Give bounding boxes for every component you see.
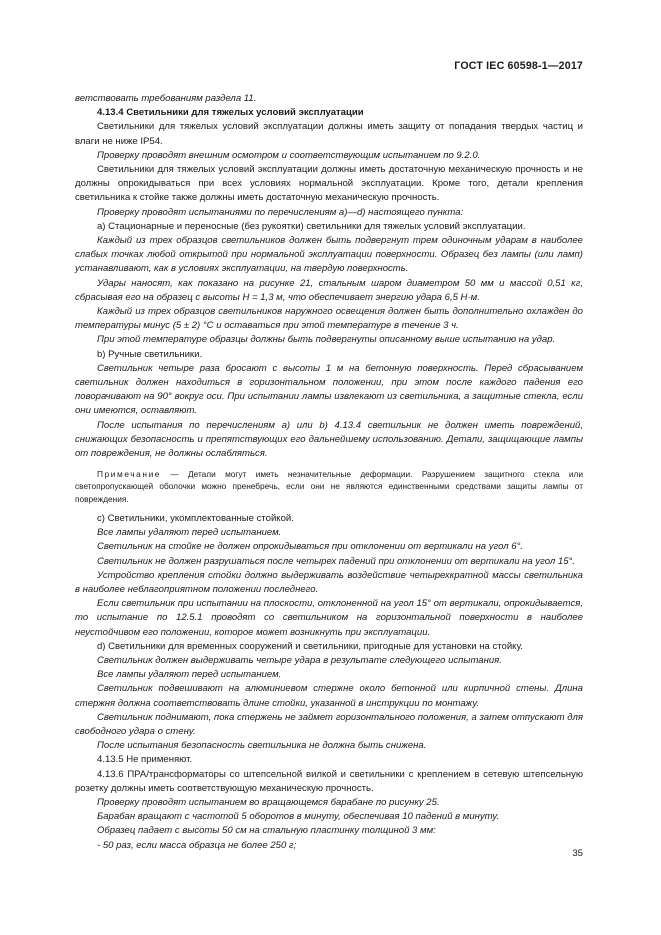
paragraph: Светильник не должен разрушаться после четырех падений при отклонении от вертикали на угол 15°.: [97, 555, 575, 567]
list-item: c) Светильники, укомплектованные стойкой.: [97, 512, 294, 524]
section-heading: 4.13.5 Не применяют.: [97, 754, 193, 766]
note: [75, 468, 583, 505]
paragraph: Проверку проводят испытанием во вращающемся барабане по рисунку 25.: [97, 796, 440, 808]
paragraph: Каждый из трех образцов светильников наружного освещения должен быть дополнительно охлажден до температуры минус (5 ± 2) °С и оставаться при этой температуре в течение 3 ч.: [75, 306, 583, 332]
paragraph: Барабан вращают с частотой 5 оборотов в минуту, обеспечивая 10 падений в минуту.: [97, 811, 500, 823]
section-heading: 4.13.6 ПРА/трансформаторы со штепсельной вилкой и светильники с креплением в сетевую штепсельную розетку должны иметь соответствующую механическую прочность.: [75, 768, 583, 794]
page-number: 35: [572, 848, 583, 859]
note-label: Примечание: [97, 469, 162, 480]
list-item: b) Ручные светильники.: [97, 348, 203, 360]
paragraph: При этой температуре образцы должны быть подвергнуты описанному выше испытанию на удар.: [97, 334, 556, 346]
paragraph: Все лампы удаляют перед испытанием.: [97, 527, 282, 539]
page-header: ГОСТ IEC 60598-1—2017: [454, 60, 583, 72]
section-heading: 4.13.4 Светильники для тяжелых условий эксплуатации: [97, 107, 364, 119]
paragraph: Устройство крепления стойки должно выдерживать воздействие четырехкратной массы светильника в наиболее неблагоприятном положении последнего.: [75, 569, 583, 595]
list-item: a) Стационарные и переносные (без рукоятки) светильники для тяжелых условий эксплуатации.: [97, 220, 526, 232]
paragraph: Проверку проводят испытаниями по перечислениям a)—d) настоящего пункта:: [97, 206, 464, 218]
paragraph: Образец падает с высоты 50 см на стальную пластинку толщиной 3 мм:: [97, 825, 436, 837]
note-text: — Детали могут иметь незначительные деформации. Разрушением защитного стекла или светопропускающей оболочки можно пренебречь, если они не являются единственными средствами защиты лампы от повреждения.: [75, 469, 583, 504]
list-item: d) Светильники для временных сооружений и светильники, пригодные для установки на стойку.: [97, 640, 523, 652]
paragraph: Светильник четыре раза бросают с высоты 1 м на бетонную поверхность. Перед сбрасыванием светильник должен находиться в горизонтальном положении, при этом после каждого падения его поворачивают на 90° вокруг оси. При испытании лампы извлекают из светильника, а защитные стекла, если они имеются, оставляют.: [75, 362, 583, 417]
paragraph: Все лампы удаляют перед испытанием.: [97, 669, 282, 681]
document-body: [75, 92, 583, 853]
paragraph: Светильники для тяжелых условий эксплуатации должны иметь защиту от попадания твердых частиц и влаги не ниже IP54.: [75, 121, 583, 147]
paragraph: Если светильник при испытании на плоскости, отклоненной на угол 15° от вертикали, опрокидывается, то испытание по 12.5.1 проводят со светильником на горизонтальной поверхности в наиболее неустойчивом его положении, которое может возникнуть при эксплуатации.: [75, 598, 583, 638]
paragraph: Светильник поднимают, пока стержень не займет горизонтального положения, а затем отпускают для свободного удара о стену.: [75, 711, 583, 737]
list-item: - 50 раз, если масса образца не более 250 г;: [97, 839, 297, 851]
paragraph: После испытания безопасность светильника не должна быть снижена.: [97, 740, 427, 752]
paragraph: После испытания по перечислениям a) или b) 4.13.4 светильник не должен иметь повреждений, снижающих безопасность и препятствующих его дальнейшему использованию. Детали, защищающие лампы от повреждения, не должны ослабляться.: [75, 419, 583, 460]
paragraph: Светильник подвешивают на алюминиевом стержне около бетонной или кирпичной стены. Длина стержня должна соответствовать длине стойки, указанной в инструкции по монтажу.: [75, 683, 583, 709]
paragraph: Удары наносят, как показано на рисунке 21, стальным шаром диаметром 50 мм и массой 0,51 кг, сбрасывая его на образец с высоты H = 1,3 м, что обеспечивает энергию удара 6,5 Н·м.: [75, 277, 583, 303]
paragraph: Светильник должен выдерживать четыре удара в результате следующего испытания.: [97, 654, 502, 666]
paragraph: Светильники для тяжелых условий эксплуатации должны иметь достаточную механическую прочность и не должны опрокидываться при всех условиях нормальной эксплуатации. Кроме того, детали крепления светильника к стойке также должны иметь достаточную механическую прочность.: [75, 164, 583, 204]
paragraph: Каждый из трех образцов светильников должен быть подвергнут трем одиночным ударам в наиболее слабых точках любой открытой при нормальной эксплуатации поверхности. Образец без лампы (или ламп) устанавливают, как в условиях эксплуатации, на твердую поверхность.: [75, 235, 583, 275]
paragraph: ветствовать требованиям раздела 11.: [75, 93, 257, 104]
paragraph: Светильник на стойке не должен опрокидываться при отклонении от вертикали на угол 6°.: [97, 541, 524, 553]
paragraph: Проверку проводят внешним осмотром и соответствующим испытанием по 9.2.0.: [97, 149, 481, 161]
